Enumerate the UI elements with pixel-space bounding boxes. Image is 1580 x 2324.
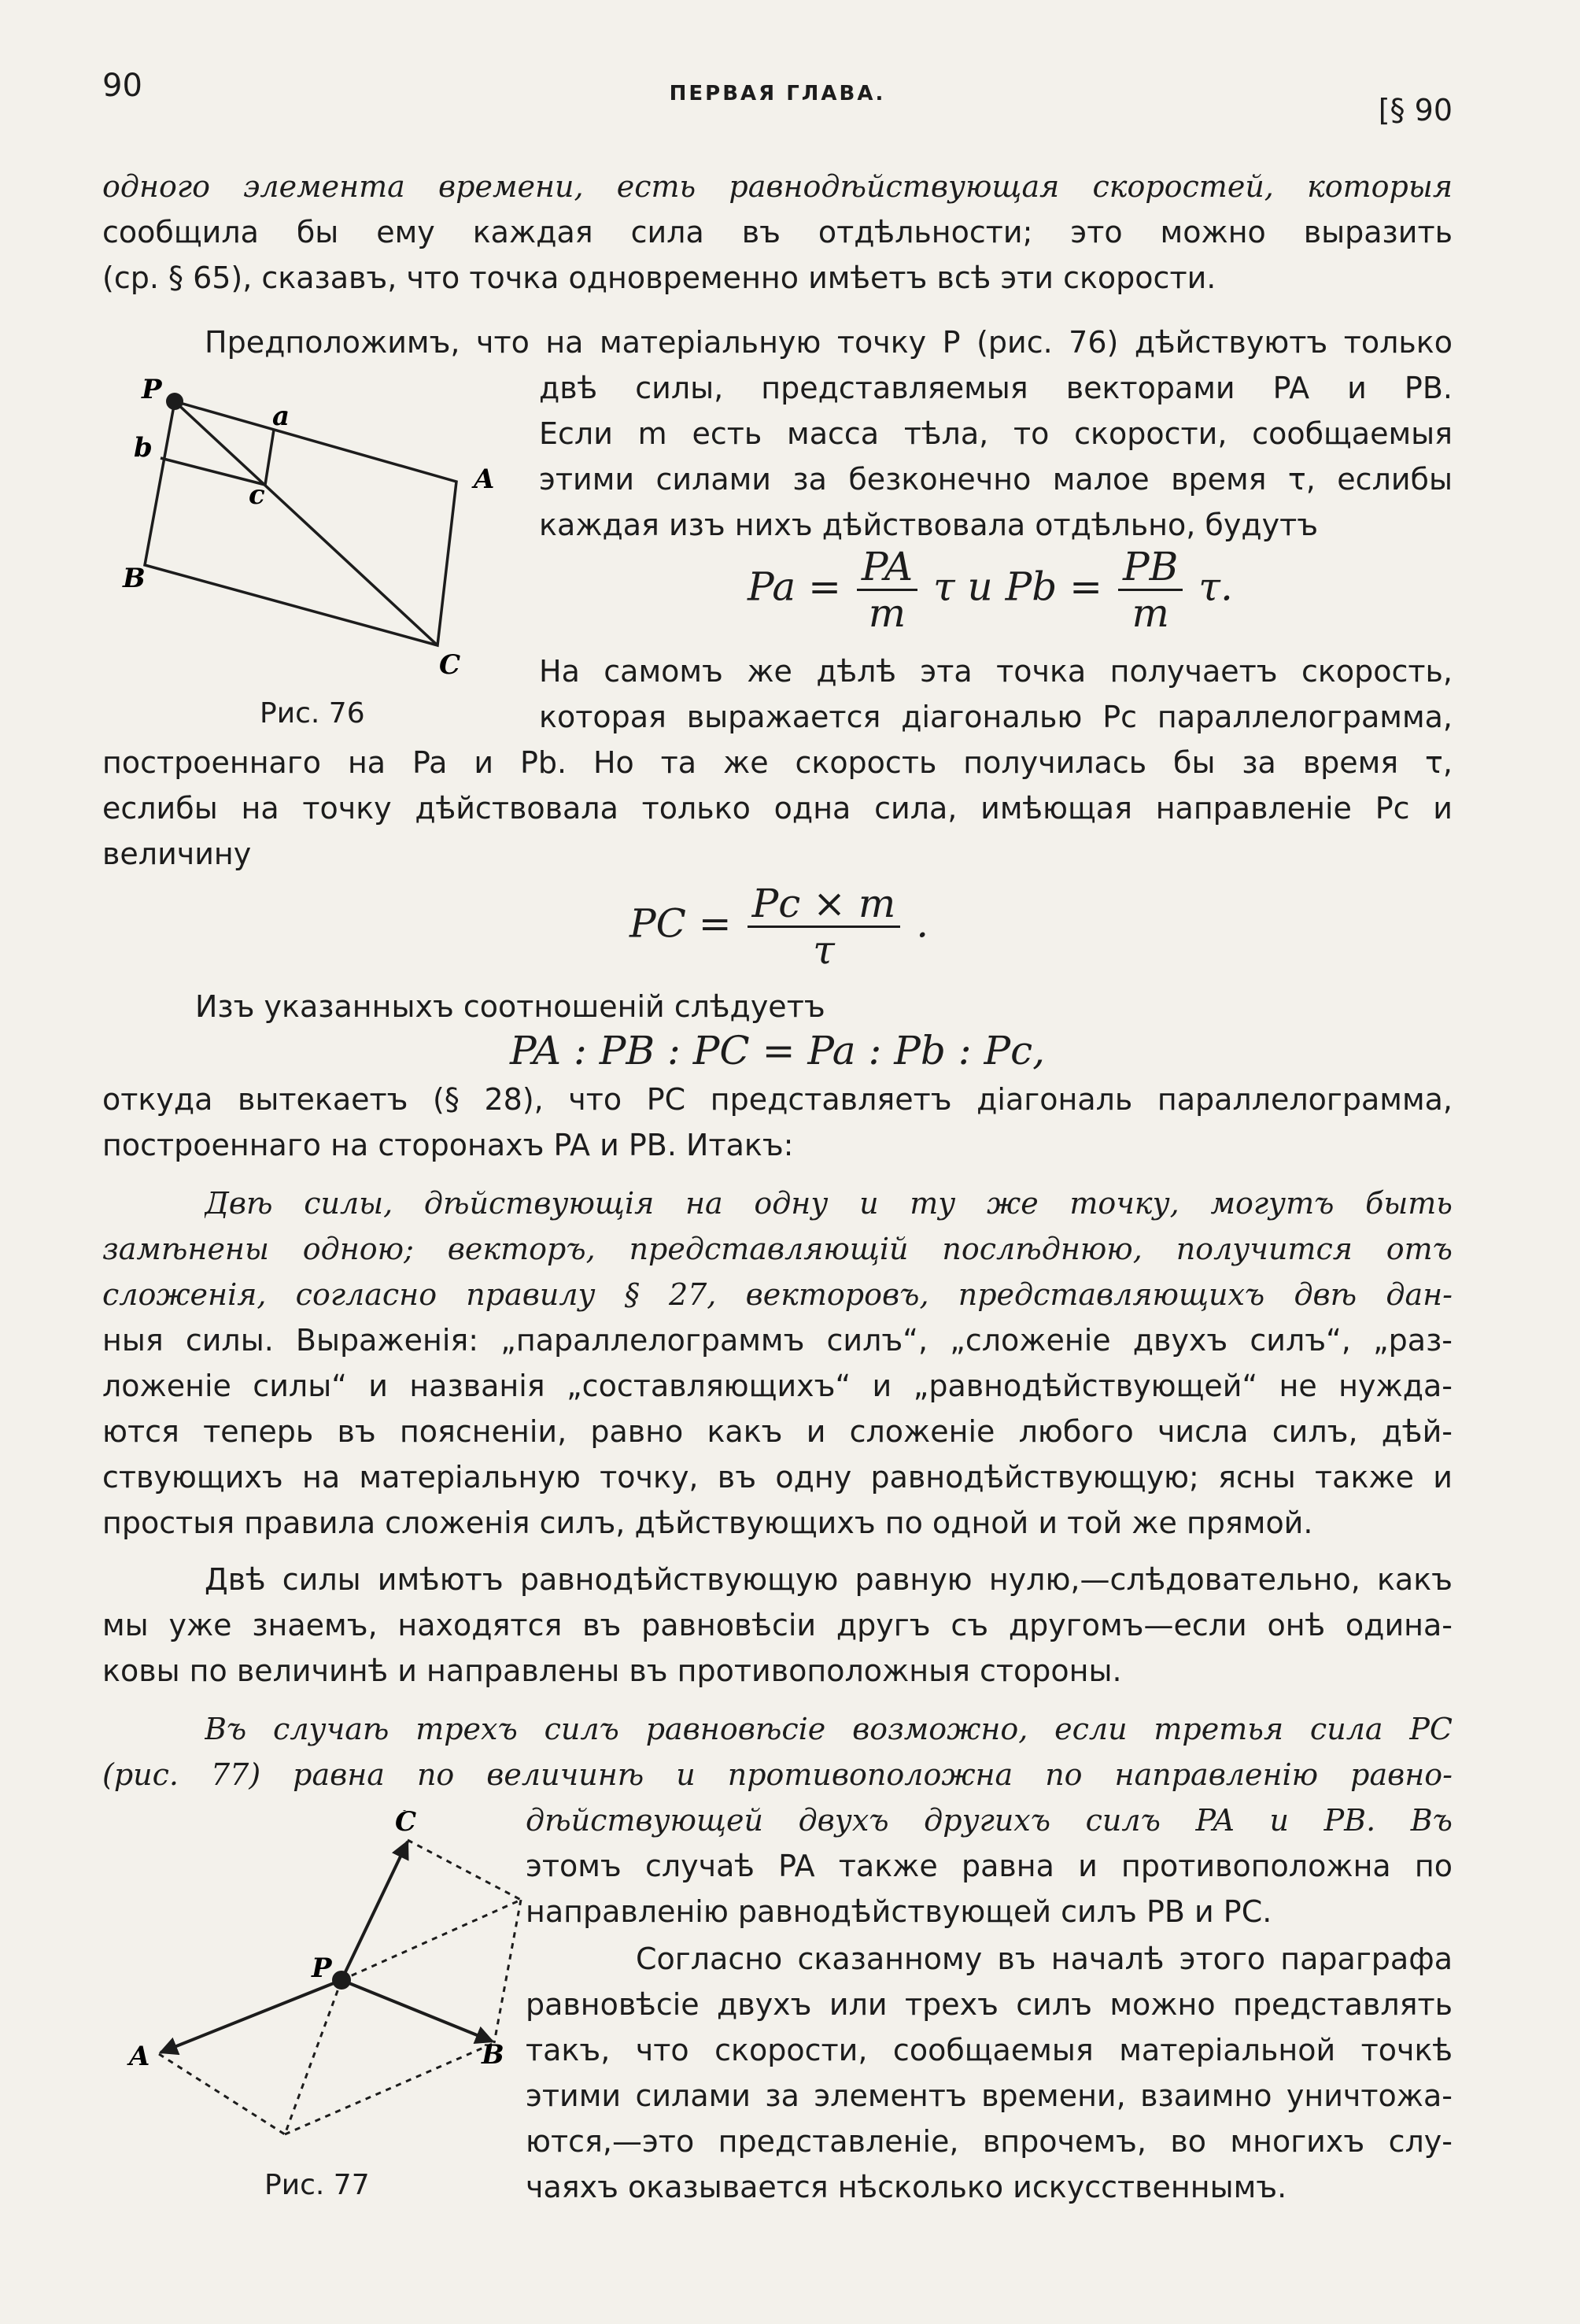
text-line: одного элемента времени, есть равнодѣйствующая скоростей, которыя xyxy=(102,169,1453,204)
formula-resultant xyxy=(629,881,928,972)
formula-velocities xyxy=(748,545,1233,635)
text-line: ковы по величинѣ и направлены въ противоположныя стороны. xyxy=(102,1653,1122,1688)
formula-part: τ и Pb = xyxy=(932,563,1103,610)
figure-77-caption: Рис. 77 xyxy=(264,2169,370,2201)
label-C: C xyxy=(439,649,461,681)
text-line: мы уже знаемъ, находятся въ равновѣсіи другъ съ другомъ—если онѣ одина- xyxy=(102,1608,1453,1642)
text-line: направленію равнодѣйствующей силъ PB и PC. xyxy=(526,1894,1272,1929)
figure-76-caption: Рис. 76 xyxy=(260,697,365,730)
dashed-line xyxy=(341,1900,521,1980)
formula-part: PC = xyxy=(629,900,732,947)
text-line: Двѣ силы имѣютъ равнодѣйствующую равную нулю,—слѣдовательно, какъ xyxy=(205,1562,1453,1597)
fraction xyxy=(1118,545,1183,635)
text-line: каждая изъ нихъ дѣйствовала отдѣльно, будутъ xyxy=(539,508,1319,542)
text-line: ныя силы. Выраженія: „параллелограммъ силъ“, „сложеніе двухъ силъ“, „раз- xyxy=(102,1323,1453,1358)
vector-PA xyxy=(161,1980,341,2052)
text-line: ложеніе силы“ и названія „составляющихъ“ и „равнодѣйствующей“ не нужда- xyxy=(102,1369,1453,1403)
label-P: P xyxy=(142,374,162,405)
text-line: Предположимъ, что на матеріальную точку P (рис. 76) дѣйствуютъ только xyxy=(205,325,1453,360)
label-b: b xyxy=(134,432,153,464)
denominator: m xyxy=(868,590,906,636)
numerator: Pc × m xyxy=(748,881,901,928)
formula-part: . xyxy=(916,900,929,947)
figure-76-diagram xyxy=(118,370,504,685)
text-line: которая выражается діагональю Pc параллелограмма, xyxy=(539,700,1453,734)
text-line: Въ случаѣ трехъ силъ равновѣсіе возможно, если третья сила PC xyxy=(205,1712,1453,1746)
dashed-line xyxy=(494,1900,521,2043)
page-number: 90 xyxy=(102,68,142,104)
text-line: Двѣ силы, дѣйствующія на одну и ту же точку, могутъ быть xyxy=(205,1186,1453,1221)
construction-line xyxy=(265,430,274,485)
text-line: сложенія, согласно правилу § 27, векторовъ, представляющихъ двѣ дан- xyxy=(102,1277,1453,1312)
text-line: ются,—это представленіе, впрочемъ, во многихъ слу- xyxy=(526,2124,1453,2159)
text-line: (ср. § 65), сказавъ, что точка одновременно имѣетъ всѣ эти скорости. xyxy=(102,260,1216,295)
text-line: ствующихъ на матеріальную точку, въ одну равнодѣйствующую; ясны также и xyxy=(102,1460,1453,1495)
text-line: Согласно сказанному въ началѣ этого параграфа xyxy=(636,1942,1453,1976)
label-A: A xyxy=(129,2041,150,2072)
fraction xyxy=(857,545,917,635)
text-line: сообщила бы ему каждая сила въ отдѣльности; это можно выразить xyxy=(102,215,1453,249)
label-a: a xyxy=(272,401,290,432)
vector-PB xyxy=(341,1980,493,2041)
text-line: построеннаго на сторонахъ PA и PB. Итакъ: xyxy=(102,1128,794,1162)
dashed-line xyxy=(285,2043,494,2134)
numerator: PA xyxy=(857,545,917,591)
dashed-line xyxy=(408,1840,521,1900)
label-P: P xyxy=(312,1953,332,1984)
figure-77-diagram xyxy=(118,1810,527,2148)
text-line: двѣ силы, представляемыя векторами PA и PB. xyxy=(539,371,1453,405)
formula-part: τ. xyxy=(1198,563,1233,610)
text-line: дѣйствующей двухъ другихъ силъ PA и PB. Въ xyxy=(526,1803,1453,1838)
text-line: этими силами за безконечно малое время τ, еслибы xyxy=(539,462,1453,497)
dashed-line xyxy=(285,1980,341,2134)
text-line: Если m есть масса тѣла, то скорости, сообщаемыя xyxy=(539,416,1453,451)
point-P-dot xyxy=(166,393,183,410)
label-B: B xyxy=(482,2039,504,2071)
label-A: A xyxy=(474,464,495,495)
running-title: ПЕРВАЯ ГЛАВА. xyxy=(669,82,886,105)
fraction xyxy=(748,881,901,972)
denominator: m xyxy=(1131,590,1169,636)
point-P-dot xyxy=(332,1971,351,1990)
text-line: этими силами за элементъ времени, взаимно уничтожа- xyxy=(526,2078,1453,2113)
formula-part: Pa = xyxy=(748,563,841,610)
text-line: Изъ указанныхъ соотношеній слѣдуетъ xyxy=(195,989,825,1024)
formula-proportion: PA : PB : PC = Pa : Pb : Pc, xyxy=(509,1028,1046,1073)
label-C: C xyxy=(395,1810,417,1838)
text-line: замѣнены одною; векторъ, представляющій послѣднюю, получится отъ xyxy=(102,1232,1453,1266)
section-marker: [§ 90 xyxy=(1378,93,1453,127)
text-line: такъ, что скорости, сообщаемыя матеріальной точкѣ xyxy=(526,2033,1453,2067)
text-line: равновѣсіе двухъ или трехъ силъ можно представлять xyxy=(526,1987,1453,2022)
page-header xyxy=(102,61,1453,127)
label-B: B xyxy=(123,563,146,594)
text-line: чаяхъ оказывается нѣсколько искусственнымъ. xyxy=(526,2170,1287,2204)
text-line: простыя правила сложенія силъ, дѣйствующихъ по одной и той же прямой. xyxy=(102,1506,1313,1540)
text-line: ются теперь въ поясненіи, равно какъ и сложеніе любого числа силъ, дѣй- xyxy=(102,1414,1453,1449)
numerator: PB xyxy=(1118,545,1183,591)
text-line: (рис. 77) равна по величинѣ и противоположна по направленію равно- xyxy=(102,1757,1453,1792)
text-line: построеннаго на Pa и Pb. Но та же скорость получилась бы за время τ, xyxy=(102,745,1453,780)
text-line: откуда вытекаетъ (§ 28), что PC представляетъ діагональ параллелограмма, xyxy=(102,1082,1453,1117)
dashed-line xyxy=(159,2054,285,2134)
text-line: еслибы на точку дѣйствовала только одна сила, имѣющая направленіе Pc и xyxy=(102,791,1453,826)
denominator: τ xyxy=(813,927,835,973)
vector-PC xyxy=(341,1842,408,1980)
text-line: этомъ случаѣ PA также равна и противоположна по xyxy=(526,1849,1453,1883)
parallelogram-outline xyxy=(145,401,456,645)
label-c: c xyxy=(249,479,265,511)
text-line: На самомъ же дѣлѣ эта точка получаетъ скорость, xyxy=(539,654,1453,689)
text-line: величину xyxy=(102,837,252,871)
dashed-construction xyxy=(398,1810,527,1818)
